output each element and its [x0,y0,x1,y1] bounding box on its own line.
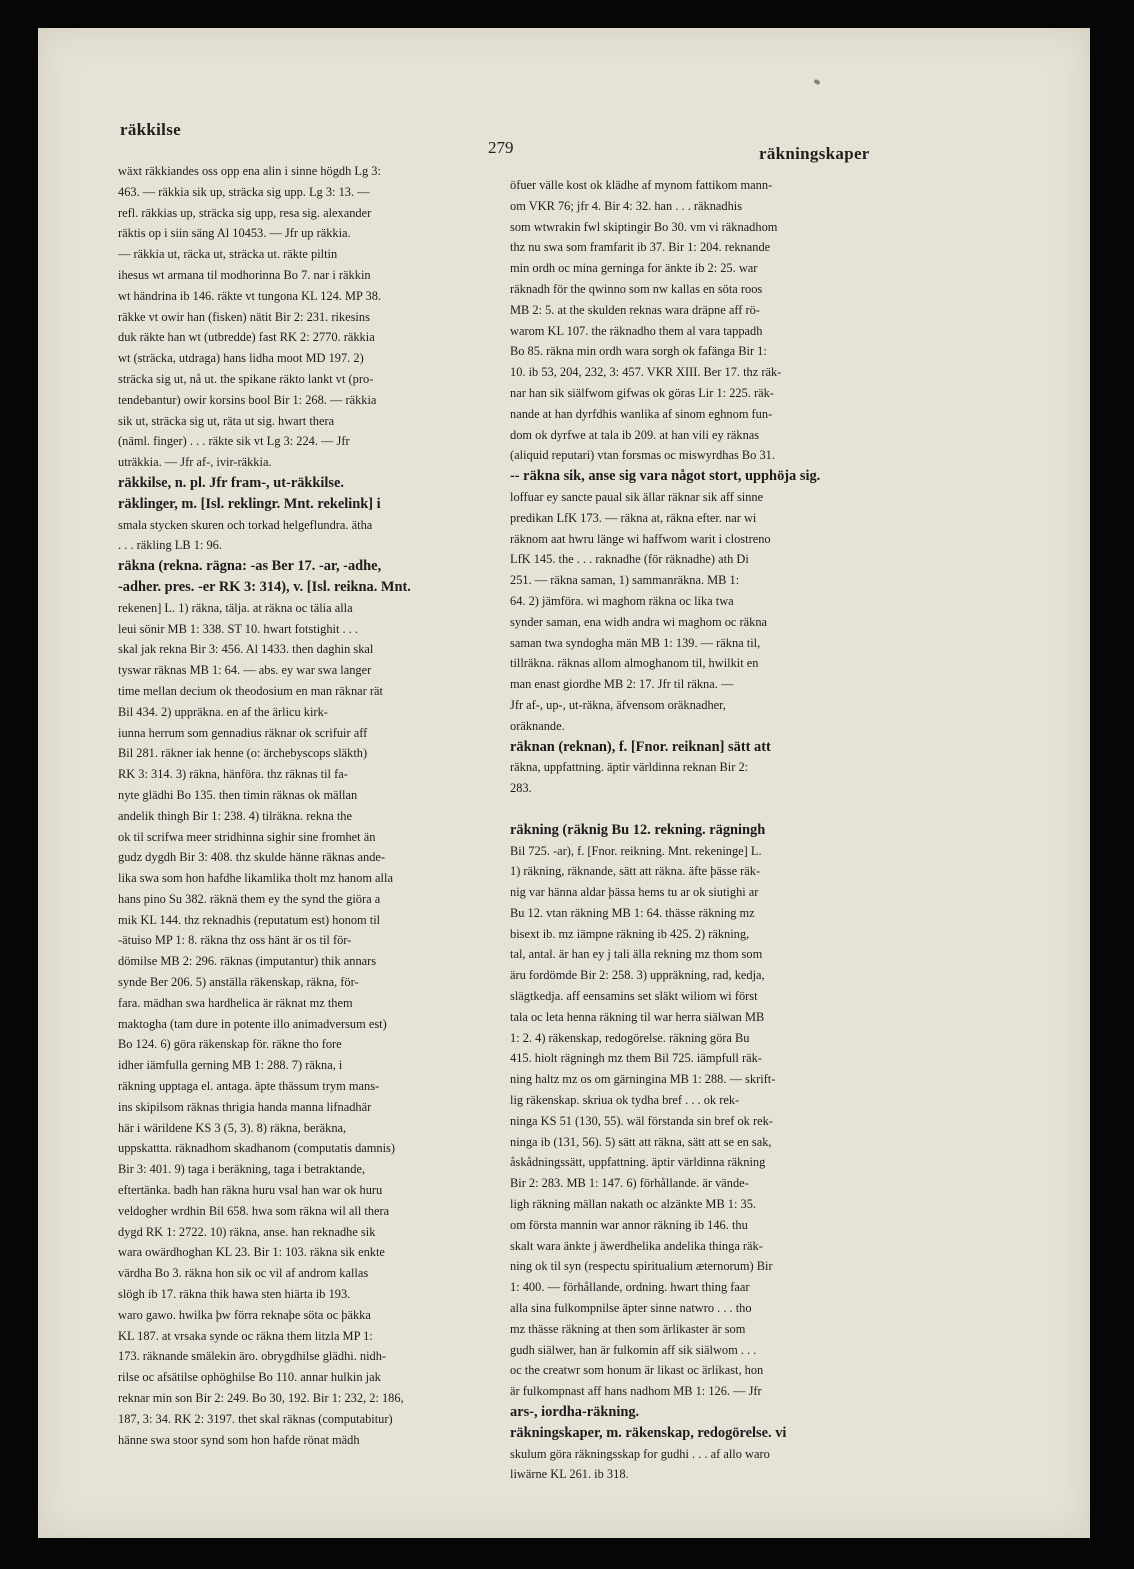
left-column-line: reknar min son Bir 2: 249. Bo 30, 192. Bir 1: 232, 2: 186, [118,1391,404,1406]
right-column-line: som wtwrakin fwl skiptingir Bo 30. vm vi räknadhom [510,219,778,234]
right-column-line: 1: 2. 4) räkenskap, redogörelse. räkning göra Bu [510,1030,750,1045]
right-column-line: mz thässe räkning at then som ärlikaster är som [510,1321,746,1336]
right-column-line: ning haltz mz os om gärningina MB 1: 288. — skrift- [510,1072,776,1087]
left-column-line: wäxt räkkiandes oss opp ena alin i sinne högdh Lg 3: [118,164,381,178]
right-column-line: 10. ib 53, 204, 232, 3: 457. VKR XIII. Ber 17. thz räk- [510,365,782,380]
right-column-line: man enast giordhe MB 2: 17. Jfr til räkna. — [510,677,734,692]
left-column-line: 173. räknande smälekin äro. obrygdhilse glädhi. nidh- [118,1349,387,1364]
left-column-line: rilse oc afsätilse ophöghilse Bo 110. annar hulkin jak [118,1370,381,1385]
left-column-line: värdha Bo 3. räkna hon sik oc vil af androm kallas [118,1266,369,1281]
left-column-line: fara. mädhan swa hardhelica är räknat mz them [118,995,353,1010]
right-column-line: oräknande. [510,718,565,733]
right-column-line: lig räkenskap. skriua ok tydha bref . . . ok rek- [510,1093,740,1108]
left-column-line: synde Ber 206. 5) anställa räkenskap, räkna, för- [118,975,359,990]
left-column-line: hänne swa stoor synd som hon hafde rönat mädh [118,1432,360,1447]
left-column-line: räkning upptaga el. antaga. äpte thässum trym mans- [118,1079,380,1094]
left-column-line: RK 3: 314. 3) räkna, hänföra. thz räknas til fa- [118,767,348,782]
right-column-line: skulum göra räkningsskap for gudhi . . . af allo waro [510,1446,770,1461]
right-column-line: synder saman, ena widh andra wi maghom oc räkna [510,614,768,629]
right-column-line: 283. [510,781,532,796]
left-column-line: uträkkia. — Jfr af-, ivir-räkkia. [118,455,272,470]
left-column-line: skal jak rekna Bir 3: 456. Al 1433. then daghin skal [118,642,374,657]
right-column-line: ning ok til syn (respectu spiritualium æternorum) Bir [510,1259,773,1274]
left-column-line: Bo 124. 6) göra räkenskap för. räkne tho fore [118,1037,342,1052]
left-column-line: -ätuiso MP 1: 8. räkna thz oss hänt är os til för- [118,933,352,948]
running-head-right: räkningskaper [759,144,870,163]
left-column-line: Bil 281. räkner iak henne (o: ärchebyscops släkth) [118,746,368,761]
right-column-line: Bil 725. -ar), f. [Fnor. reikning. Mnt. rekeninge] L. [510,843,762,858]
left-column-line: wara owärdhoghan KL 23. Bir 1: 103. räkna sik enkte [118,1245,385,1260]
left-column-line: leui sönir MB 1: 338. ST 10. hwart fotstighit . . . [118,621,359,636]
left-column-line: -adher. pres. -er RK 3: 314), v. [Isl. reikna. Mnt. [118,578,411,595]
right-column-line: saman twa syndogha män MB 1: 139. — räkna til, [510,635,761,650]
left-column-line: (näml. finger) . . . räkte sik vt Lg 3: 224. — Jfr [118,434,350,449]
right-column-line: Bu 12. vtan räkning MB 1: 64. thässe räkning mz [510,905,755,920]
right-column-line: -- räkna sik, anse sig vara något stort, upphöja sig. [510,468,821,485]
left-column-line: refl. räkkias up, sträcka sig upp, resa sig. alexander [118,205,372,220]
right-column-line: räkning (räknig Bu 12. rekning. rägningh [510,821,766,838]
left-column-line: maktogha (tam dure in potente illo animadversum est) [118,1016,387,1031]
left-column-line: Bil 434. 2) uppräkna. en af the ärlicu kirk- [118,704,328,719]
right-column-line: Bir 2: 283. MB 1: 147. 6) förhållande. är vände- [510,1176,749,1191]
right-column-line: LfK 145. the . . . raknadhe (för räknadhe) ath Di [510,552,749,567]
left-column-line: tendebantur) owir korsins bool Bir 1: 268. — räkkia [118,392,377,407]
right-column-line: 1) räkning, räknande, sätt att räkna. äfte þässe räk- [510,864,761,879]
left-column-line: ihesus wt armana til modhorinna Bo 7. nar i räkkin [118,267,371,282]
right-column-line: ligh räkning mällan nakath oc alzänkte MB 1: 35. [510,1197,757,1212]
right-column-line: bisext ib. mz iämpne räkning ib 425. 2) räkning, [510,926,750,941]
left-column-line: time mellan decium ok theodosium en man räknar rät [118,683,383,698]
left-column-line: rekenen] L. 1) räkna, tälja. at räkna oc tälia alla [118,600,353,615]
right-column-line: nande at han dyrfdhis wanlika af sinom eghnom fun- [510,406,773,421]
right-column-line: ninga KS 51 (130, 55). wäl förstanda sin bref ok rek- [510,1113,773,1128]
left-column-line: slögh ib 17. räkna thik hawa sten hiärta ib 193. [118,1287,351,1302]
right-column-line: räkningskaper, m. räkenskap, redogörelse. vi [510,1424,787,1441]
left-column-line: räkna (rekna. rägna: -as Ber 17. -ar, -adhe, [118,558,382,575]
right-column-line: räknadh för the qwinno som nw kallas en söta roos [510,281,763,296]
right-column-line: öfuer välle kost ok klädhe af mynom fattikom mann- [510,178,773,192]
left-column-line: waro gawo. hwilka þw förra reknaþe söta oc þäkka [118,1307,371,1322]
right-column-line: min ordh oc mina gerninga for änkte ib 2: 25. war [510,261,758,276]
left-column-line: wt (sträcka, utdraga) hans lidha moot MD 197. 2) [118,351,364,366]
right-column-line: loffuar ey sancte paual sik ällar räknar sik aff sinne [510,489,764,504]
right-column-line: 415. hiolt rägningh mz them Bil 725. iämpfull räk- [510,1051,762,1066]
right-column-line: predikan LfK 173. — räkna at, räkna efter. nar wi [510,510,757,525]
left-column-line: 187, 3: 34. RK 2: 3197. thet skal räknas (computabitur) [118,1411,393,1426]
left-column-line: sik ut, sträcka sig ut, räta ut sig. hwart thera [118,413,335,428]
left-column-line: idher iämfulla gerning MB 1: 288. 7) räkna, i [118,1058,343,1073]
right-column-line: ars-, iordha-räkning. [510,1404,640,1421]
right-column-line: 251. — räkna saman, 1) sammanräkna. MB 1: [510,573,740,588]
left-column-line: wt händrina ib 146. räkte vt tungona KL 124. MP 38. [118,288,382,303]
left-column-line: duk räkte han wt (utbredde) fast RK 2: 2770. räkkia [118,330,375,345]
left-column-line: mik KL 144. thz reknadhis (reputatum est) honom til [118,912,381,927]
left-column-line: andelik thingh Bir 1: 238. 4) tilräkna. rekna the [118,808,352,823]
left-column-line: lika swa som hon hafdhe likamlika tholt mz hanom alla [118,871,393,886]
left-column-line: KL 187. at vrsaka synde oc räkna them litzla MP 1: [118,1328,373,1343]
right-column-line: (aliquid reputari) vtan forsmas oc miswyrdhas Bo 31. [510,448,775,463]
right-column-line: tala oc leta henna räkning til war herra siälwan MB [510,1009,765,1024]
right-column-line: Jfr af-, up-, ut-räkna, äfvensom oräknadher, [510,697,726,712]
left-column-line: dygd RK 1: 2722. 10) räkna, anse. han reknadhe sik [118,1224,376,1239]
right-column-line: MB 2: 5. at the skulden reknas wara dräpne aff rö- [510,302,760,317]
right-column-line: är fulkompnast aff hans nadhom MB 1: 126. — Jfr [510,1384,762,1399]
right-column-line: nar han sik siälfwom gifwas ok göras Lir 1: 225. räk- [510,385,774,400]
right-column-line: räknom aat hwru länge wi haffwom warit i clostreno [510,531,771,546]
right-column-line: gudh siälwer, han är fulkomin aff sik siälwom . . . [510,1342,757,1357]
right-column-line: alla sina fulkompnilse äpter sinne natwro . . . tho [510,1301,752,1316]
right-column-line: räknan (reknan), f. [Fnor. reiknan] sätt att [510,738,771,755]
left-column-line: ok til scrifwa meer stridhinna sighir sine fromhet än [118,829,376,844]
left-column-line: räktis op i siin säng Al 10453. — Jfr up räkkia. [118,226,351,241]
left-column-line: hans pino Su 382. räknä them ey the synd the giöra a [118,891,381,906]
running-head-left: räkkilse [120,120,181,139]
right-column-line: dom ok dyrfwe at tala ib 209. at han vili ey räknas [510,427,760,442]
right-column-line: tal, antal. är han ey j tali älla rekning mz thom som [510,947,763,962]
right-column-line: tillräkna. räknas allom almoghanom til, hwilkit en [510,656,759,671]
right-column [510,175,876,1485]
right-column-line: äru fordömde Bir 2: 258. 3) uppräkning, rad, kedja, [510,968,765,983]
left-column-line: nyte glädhi Bo 135. then timin räknas ok mällan [118,787,358,802]
left-column-line: tyswar räknas MB 1: 64. — abs. ey war swa langer [118,663,372,678]
left-column-line: uppskattta. räknadhom skadhanom (computatis damnis) [118,1141,396,1156]
right-column-line: nig var hänna aldar þässa hems tu ar ok siutighi ar [510,885,759,900]
left-column-line: sträcka sig ut, nå ut. the spikane räkto lankt vt (pro- [118,371,374,386]
left-column-line: Bir 3: 401. 9) taga i beräkning, taga i betraktande, [118,1162,366,1177]
right-column-line: liwärne KL 261. ib 318. [510,1467,629,1482]
right-column-line: om första mannin war annor räkning ib 146. thu [510,1217,748,1232]
left-column-line: veldogher wrdhin Bil 658. hwa som räkna wil all thera [118,1203,390,1218]
right-column-line: skalt wara änkte j äwerdhelika andelika thinga räk- [510,1238,763,1253]
page-number: 279 [488,138,514,157]
right-column-line: åskådningssätt, uppfattning. äptir världinna räkning [510,1155,766,1170]
left-column-line: räklinger, m. [Isl. reklingr. Mnt. rekelink] i [118,495,381,512]
left-column-line: här i wärildene KS 3 (5, 3). 8) räkna, beräkna, [118,1120,347,1135]
right-column-line [510,799,876,820]
right-column-line: räkna, uppfattning. äptir världinna reknan Bir 2: [510,760,749,775]
left-column-line: smala stycken skuren och torkad helgeflundra. ätha [118,517,373,532]
left-column-line: . . . räkling LB 1: 96. [118,538,222,553]
left-column [118,161,486,1450]
right-column-line: Bo 85. räkna min ordh wara sorgh ok fafänga Bir 1: [510,344,767,359]
left-column-line: ins skipilsom räknas thrigia handa manna lifnadhär [118,1099,372,1114]
left-column-line: — räkkia ut, räcka ut, sträcka ut. räkte piltin [118,247,338,262]
left-column-line: eftertänka. badh han räkna huru vsal han war ok huru [118,1183,383,1198]
right-column-line: 64. 2) jämföra. wi maghom räkna oc lika twa [510,593,734,608]
right-column-line: 1: 400. — förhållande, ordning. hwart thing faar [510,1280,750,1295]
left-column-line: iunna herrum som gennadius räknar ok scrifuir aff [118,725,368,740]
right-column-line: om VKR 76; jfr 4. Bir 4: 32. han . . . räknadhis [510,198,743,213]
right-column-line: slägtkedja. aff eensamins set släkt wiliom wi först [510,989,758,1004]
left-column-line: dömilse MB 2: 296. räknas (imputantur) thik annars [118,954,377,969]
left-column-line: 463. — räkkia sik up, sträcka sig upp. Lg 3: 13. — [118,184,370,199]
left-column-line: gudz dygdh Bir 3: 408. thz skulde hänne räknas ande- [118,850,386,865]
left-column-line: räkkilse, n. pl. Jfr fram-, ut-räkkilse. [118,474,344,491]
right-column-line: warom KL 107. the räknadho them al vara tappadh [510,323,763,338]
left-column-line: räkke vt owir han (fisken) nätit Bir 2: 231. rikesins [118,309,370,324]
right-column-line: ninga ib (131, 56). 5) sätt att räkna, sätt att se en sak, [510,1134,772,1149]
right-column-line: oc the creatwr som honum är likast oc ärlikast, hon [510,1363,764,1378]
right-column-line: thz nu swa som framfarit ib 37. Bir 1: 204. reknande [510,240,771,255]
